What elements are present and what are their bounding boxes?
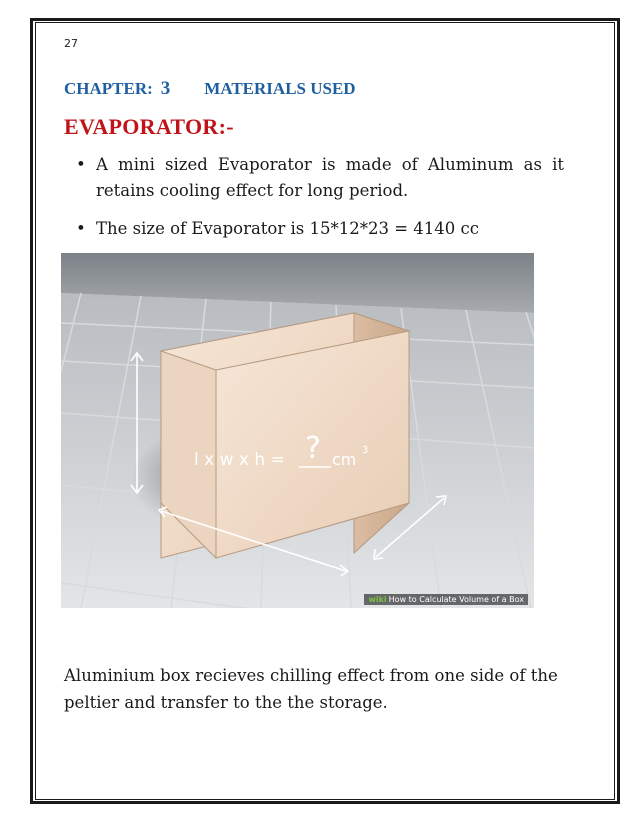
chapter-line (64, 78, 356, 100)
bullet-dot-icon: • (76, 155, 86, 174)
chapter-title: MATERIALS USED (204, 79, 356, 98)
figure-caption: Aluminium box recieves chilling effect from one side of the peltier and transfer to the the storage. (64, 666, 558, 712)
chapter-number: 3 (160, 78, 171, 99)
wikihow-watermark (364, 594, 528, 605)
bullet-text: The size of Evaporator is 15*12*23 = 4140 cc (96, 219, 480, 238)
formula-power: 3 (362, 445, 369, 456)
watermark-text: How to Calculate Volume of a Box (388, 595, 524, 604)
watermark-brand: wiki (368, 595, 387, 604)
bullet-list (74, 152, 564, 254)
formula-unit: cm (332, 450, 357, 469)
box-illustration-svg (61, 253, 534, 608)
bullet-item (74, 216, 564, 242)
bullet-item (74, 152, 564, 204)
bullet-text: A mini sized Evaporator is made of Aluminum as it retains cooling effect for long period. (96, 155, 564, 200)
formula-question: ? (305, 431, 321, 466)
box-volume-illustration (61, 253, 534, 608)
section-heading: EVAPORATOR:- (64, 114, 234, 139)
bullet-dot-icon: • (76, 219, 86, 238)
chapter-label: CHAPTER: (64, 79, 153, 98)
formula-text: l x w x h = (194, 450, 285, 470)
page-number: 27 (64, 37, 78, 50)
